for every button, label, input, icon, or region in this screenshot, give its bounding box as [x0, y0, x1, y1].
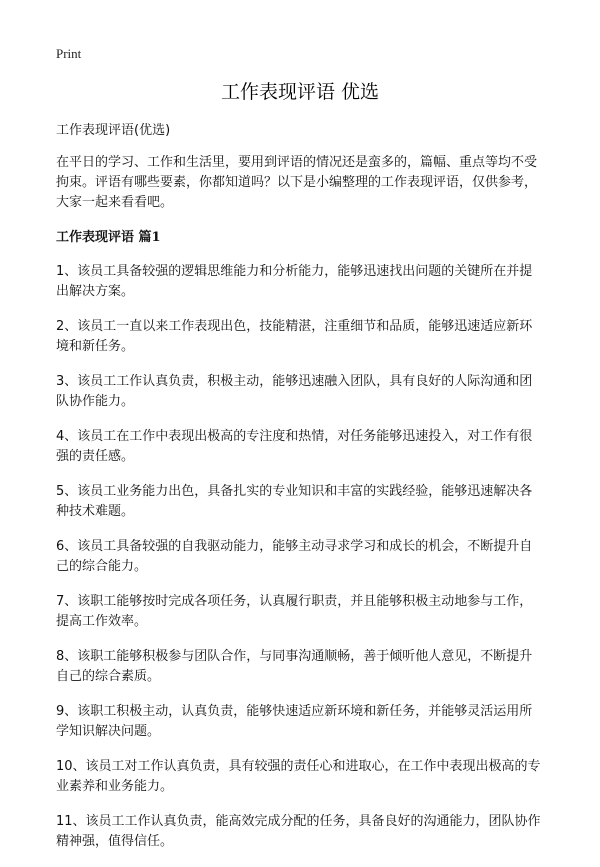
document-subtitle: 工作表现评语(优选) [56, 123, 171, 138]
intro-paragraph: 在平日的学习、工作和生活里，要用到评语的情况还是蛮多的，篇幅、重点等均不受拘束。评语有哪些要素，你都知道吗？以下是小编整理的工作表现评语，仅供参考，大家一起来看看吧。 [56, 155, 538, 210]
list-item: 4、该员工在工作中表现出极高的专注度和热情，对任务能够迅速投入，对工作有很强的责任感。 [56, 429, 533, 464]
list-item: 2、该员工一直以来工作表现出色，技能精湛，注重细节和品质，能够迅速适应新环境和新任务。 [56, 319, 533, 354]
document-body [56, 121, 544, 867]
section-heading: 工作表现评语 篇1 [56, 230, 161, 245]
list-item: 3、该员工工作认真负责，积极主动，能够迅速融入团队，具有良好的人际沟通和团队协作能力。 [56, 374, 533, 409]
list-item: 10、该员工对工作认真负责，具有较强的责任心和进取心，在工作中表现出极高的专业素养和业务能力。 [56, 759, 541, 794]
print-link[interactable]: Print [56, 46, 82, 61]
list-item: 1、该员工具备较强的逻辑思维能力和分析能力，能够迅速找出问题的关键所在并提出解决方案。 [56, 264, 533, 299]
list-item: 11、该员工工作认真负责，能高效完成分配的任务，具备良好的沟通能力，团队协作精神强，值得信任。 [56, 814, 541, 849]
list-item: 9、该职工积极主动，认真负责，能够快速适应新环境和新任务，并能够灵活运用所学知识解决问题。 [56, 704, 533, 739]
document-title: 工作表现评语 优选 [220, 81, 380, 103]
list-item: 6、该员工具备较强的自我驱动能力，能够主动寻求学习和成长的机会，不断提升自己的综合能力。 [56, 539, 533, 574]
list-item: 7、该职工能够按时完成各项任务，认真履行职责，并且能够积极主动地参与工作，提高工作效率。 [56, 594, 533, 629]
list-item: 8、该职工能够积极参与团队合作，与同事沟通顺畅，善于倾听他人意见，不断提升自己的综合素质。 [56, 649, 533, 684]
list-item: 5、该员工业务能力出色，具备扎实的专业知识和丰富的实践经验，能够迅速解决各种技术难题。 [56, 484, 533, 519]
